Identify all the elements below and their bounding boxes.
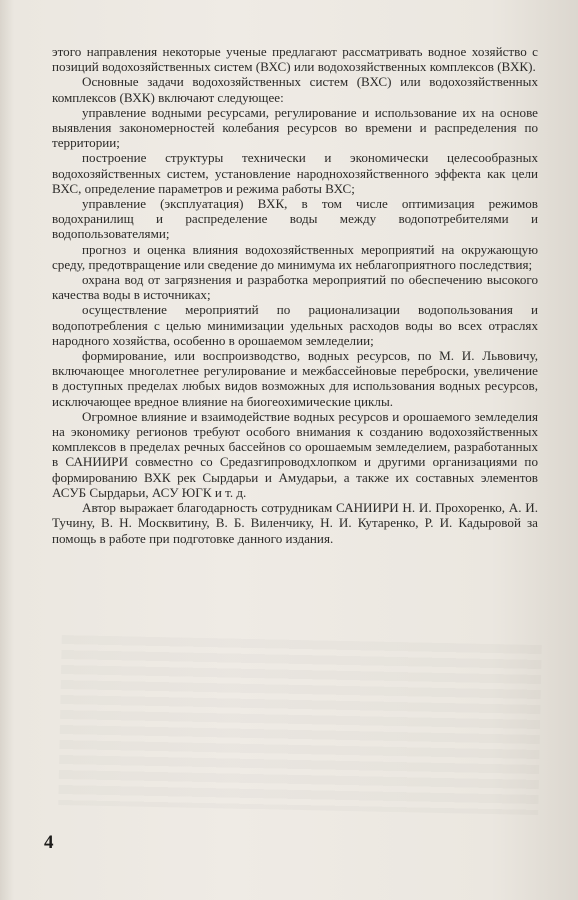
page-number: 4 <box>44 832 54 853</box>
list-item-forecast: прогноз и оценка влияния водохозяйственных мероприятий на окружающую среду, предотвращение или сведение до минимума их неблагоприятного последствия; <box>52 241 538 272</box>
list-item-formation: формирование, или воспроизводство, водных ресурсов, по М. И. Львовичу, включающее многолетнее регулирование и межбассейновые переброски, увеличение в доступных пределах любых видов возможных для использования водных ресурсов, исключающее вредное влияние на биогеохимические циклы. <box>52 348 538 409</box>
paragraph-regional-influence: Огромное влияние и взаимодействие водных ресурсов и орошаемого земледелия на экономику регионов требуют особого внимания к созданию водохозяйственных комплексов в пределах речных бассейнов со орошаемым земледелием, разработанных в САНИИРИ совместно со Средазгипроводхлопком и другими организациями по формированию ВХК рек Сырдарьи и Амударьи, а также их составных элементов АСУБ Сырдарьи, АСУ ЮГК и т. д. <box>52 408 538 500</box>
list-item-water-management: управление водными ресурсами, регулирование и использование их на основе выявления закономерностей колебания ресурсов во времени и распределения по территории; <box>52 104 538 151</box>
body-text <box>52 44 538 546</box>
paragraph-acknowledgements: Автор выражает благодарность сотрудникам САНИИРИ Н. И. Прохоренко, А. И. Тучину, В. Н. Москвитину, В. Б. Виленчику, Н. И. Кутаренко, Р. И. Кадыровой за помощь в работе при подготовке данного издания. <box>52 500 538 546</box>
paragraph-tasks-intro: Основные задачи водохозяйственных систем (ВХС) или водохозяйственных комплексов (ВХК) включают следующее: <box>52 74 538 105</box>
list-item-system-structure: построение структуры технически и экономически целесообразных водохозяйственных систем, установление народнохозяйственного эффекта как цели ВХС, определение параметров и режима работы ВХС; <box>52 150 538 196</box>
list-item-rationalization: осуществление мероприятий по рационализации водопользования и водопотребления с целью минимизации удельных расходов воды во всех отраслях народного хозяйства, особенно в орошаемом земледелии; <box>52 302 538 348</box>
list-item-protection: охрана вод от загрязнения и разработка мероприятий по обеспечению высокого качества воды в источниках; <box>52 272 538 303</box>
list-item-operation: управление (эксплуатация) ВХК, в том числе оптимизация режимов водохранилищ и распределение воды между водопотребителями и водопользователями; <box>52 196 538 242</box>
paragraph-continuation: этого направления некоторые ученые предлагают рассматривать водное хозяйство с позиций водохозяйственных систем (ВХС) или водохозяйственных комплексов (ВХК). <box>52 44 538 75</box>
bleed-through-texture <box>58 635 541 815</box>
